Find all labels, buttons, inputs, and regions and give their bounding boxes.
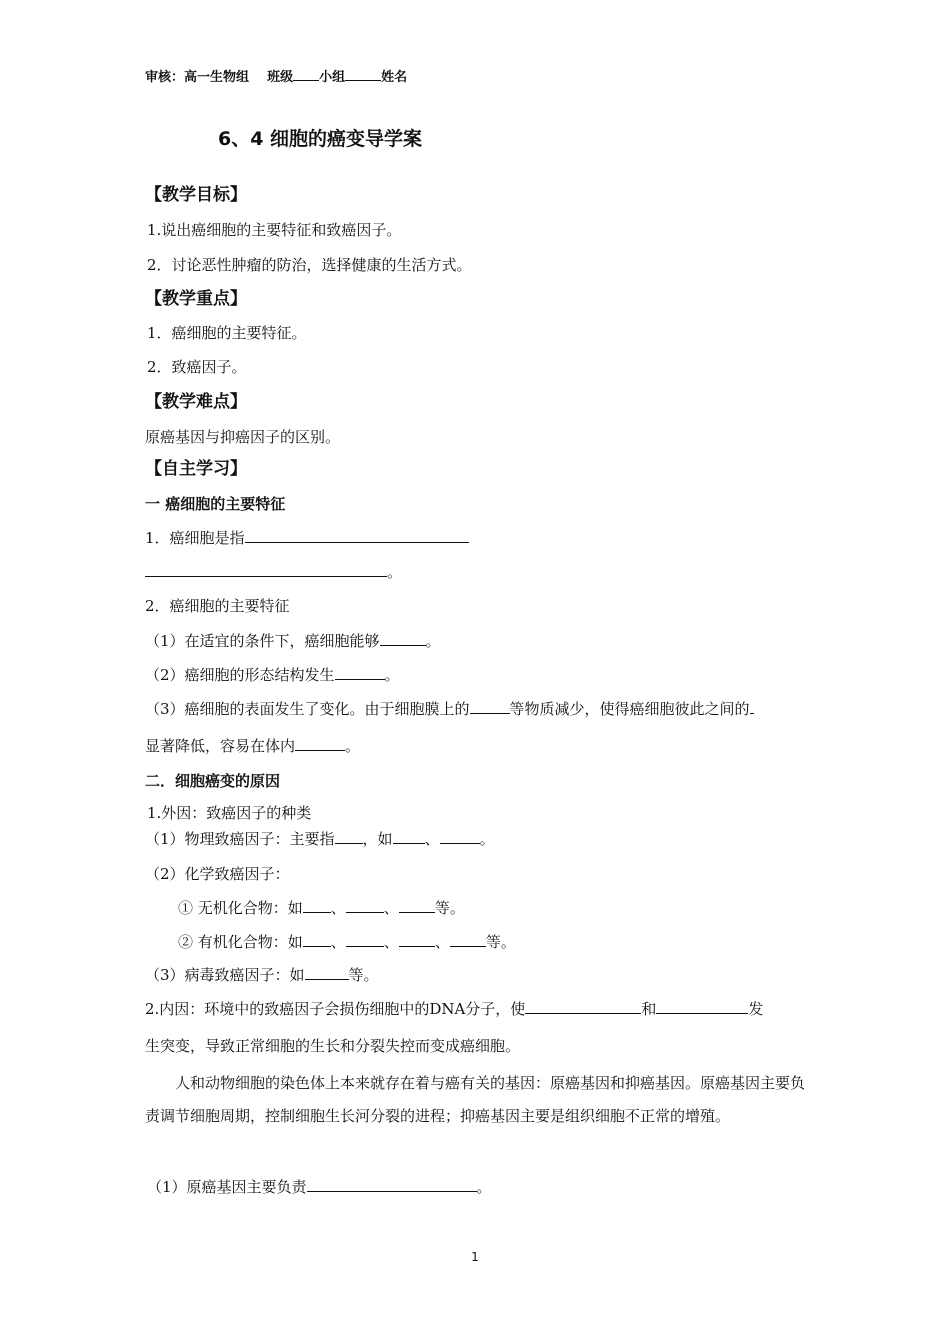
q2-2-post: 。 bbox=[384, 666, 400, 684]
sep: 、 bbox=[434, 933, 450, 951]
physical-end: 。 bbox=[479, 830, 495, 848]
viral-end: 等。 bbox=[348, 966, 379, 984]
sep: 、 bbox=[330, 933, 346, 951]
q2-1-line bbox=[145, 631, 441, 651]
proto-oncogene-line bbox=[147, 1177, 492, 1197]
physical-blank-c[interactable] bbox=[440, 829, 480, 844]
key-point-item-2: 2．致癌因子。 bbox=[147, 358, 247, 376]
part2-heading: 二．细胞癌变的原因 bbox=[145, 772, 281, 790]
part1-heading: 一 癌细胞的主要特征 bbox=[145, 495, 286, 513]
chemical-text: （2）化学致癌因子： bbox=[145, 865, 290, 883]
sep: 、 bbox=[383, 899, 399, 917]
q1-blank-b[interactable] bbox=[145, 562, 387, 577]
internal-line-2: 生突变，导致正常细胞的生长和分裂失控而变成癌细胞。 bbox=[145, 1037, 521, 1055]
q2-text: 2．癌细胞的主要特征 bbox=[145, 597, 290, 615]
physical-sep: 、 bbox=[424, 830, 440, 848]
inorganic-blank-a[interactable] bbox=[303, 898, 331, 913]
proto-pre: （1）原癌基因主要负责 bbox=[147, 1178, 307, 1196]
organic-line bbox=[178, 932, 516, 952]
q1-line bbox=[145, 528, 469, 548]
internal-post: 发 bbox=[748, 1000, 764, 1018]
group-label: 小组 bbox=[319, 70, 346, 85]
viral-line bbox=[145, 965, 379, 985]
inorganic-blank-c[interactable] bbox=[399, 898, 435, 913]
review-label: 审核：高一生物组 bbox=[145, 70, 250, 85]
q2-3-line2-post: 。 bbox=[345, 737, 361, 755]
header-line bbox=[145, 66, 407, 88]
physical-line bbox=[145, 829, 495, 849]
internal-blank-b[interactable] bbox=[656, 999, 748, 1014]
proto-post: 。 bbox=[476, 1178, 492, 1196]
q2-3-line bbox=[145, 699, 754, 719]
physical-mid: ，如 bbox=[362, 830, 393, 848]
page-title: 6、4 细胞的癌变导学案 bbox=[218, 128, 423, 150]
inorganic-end: 等。 bbox=[434, 899, 465, 917]
name-label: 姓名 bbox=[381, 70, 408, 85]
difficulties-text: 原癌基因与抑癌因子的区别。 bbox=[145, 428, 341, 446]
physical-blank-a[interactable] bbox=[335, 829, 363, 844]
q2-3-line-2 bbox=[145, 736, 360, 756]
organic-blank-a[interactable] bbox=[303, 932, 331, 947]
self-study-heading: 【自主学习】 bbox=[145, 459, 247, 479]
sep: 、 bbox=[330, 899, 346, 917]
page-number: 1 bbox=[471, 1250, 479, 1264]
q1-line-2 bbox=[145, 562, 402, 582]
group-blank[interactable] bbox=[345, 66, 381, 81]
physical-pre: （1）物理致癌因子：主要指 bbox=[145, 830, 335, 848]
internal-blank-a[interactable] bbox=[525, 999, 641, 1014]
q2-2-pre: （2）癌细胞的形态结构发生 bbox=[145, 666, 335, 684]
q1-blank-a[interactable] bbox=[245, 528, 469, 543]
internal-mid: 和 bbox=[641, 1000, 657, 1018]
inorganic-blank-b[interactable] bbox=[346, 898, 384, 913]
internal-line bbox=[145, 999, 763, 1019]
key-point-item-1: 1．癌细胞的主要特征。 bbox=[147, 324, 307, 342]
q2-3-pre: （3）癌细胞的表面发生了变化。由于细胞膜上的 bbox=[145, 700, 470, 718]
viral-blank[interactable] bbox=[305, 965, 349, 980]
q2-2-line bbox=[145, 665, 400, 685]
q2-3-blank-b[interactable] bbox=[750, 699, 754, 714]
q1-text: 1．癌细胞是指 bbox=[145, 529, 245, 547]
goals-heading: 【教学目标】 bbox=[145, 185, 247, 205]
proto-blank[interactable] bbox=[307, 1177, 477, 1192]
organic-end: 等。 bbox=[485, 933, 516, 951]
class-blank[interactable] bbox=[293, 66, 319, 81]
organic-blank-b[interactable] bbox=[346, 932, 384, 947]
q2-1-post: 。 bbox=[425, 632, 441, 650]
goal-item-1: 1.说出癌细胞的主要特征和致癌因子。 bbox=[147, 221, 402, 239]
organic-blank-d[interactable] bbox=[450, 932, 486, 947]
sep: 、 bbox=[383, 933, 399, 951]
gene-paragraph: 人和动物细胞的染色体上本来就存在着与癌有关的基因：原癌基因和抑癌基因。原癌基因主要负责调节细胞周期，控制细胞生长河分裂的进程；抑癌基因主要是组织细胞不正常的增殖。 bbox=[145, 1074, 806, 1125]
class-label: 班级 bbox=[267, 70, 294, 85]
difficulties-heading: 【教学难点】 bbox=[145, 392, 247, 412]
physical-blank-b[interactable] bbox=[393, 829, 425, 844]
q2-3-mid: 等物质减少，使得癌细胞彼此之间的 bbox=[509, 700, 750, 718]
organic-blank-c[interactable] bbox=[399, 932, 435, 947]
external-cause: 1.外因：致癌因子的种类 bbox=[147, 804, 312, 822]
organic-pre: ② 有机化合物：如 bbox=[178, 933, 303, 951]
inorganic-line bbox=[178, 898, 465, 918]
internal-pre: 2.内因：环境中的致癌因子会损伤细胞中的DNA分子，使 bbox=[145, 1000, 526, 1018]
q2-1-blank[interactable] bbox=[380, 631, 426, 646]
viral-pre: （3）病毒致癌因子：如 bbox=[145, 966, 305, 984]
q2-2-blank[interactable] bbox=[335, 665, 385, 680]
key-points-heading: 【教学重点】 bbox=[145, 289, 247, 309]
q2-1-pre: （1）在适宜的条件下，癌细胞能够 bbox=[145, 632, 380, 650]
q2-3-blank-c[interactable] bbox=[295, 736, 345, 751]
goal-item-2: 2．讨论恶性肿瘤的防治，选择健康的生活方式。 bbox=[147, 256, 472, 274]
q2-3-line2-pre: 显著降低，容易在体内 bbox=[145, 737, 296, 755]
inorganic-pre: ① 无机化合物：如 bbox=[178, 899, 303, 917]
q1-end: 。 bbox=[387, 563, 403, 581]
q2-3-blank-a[interactable] bbox=[470, 699, 510, 714]
